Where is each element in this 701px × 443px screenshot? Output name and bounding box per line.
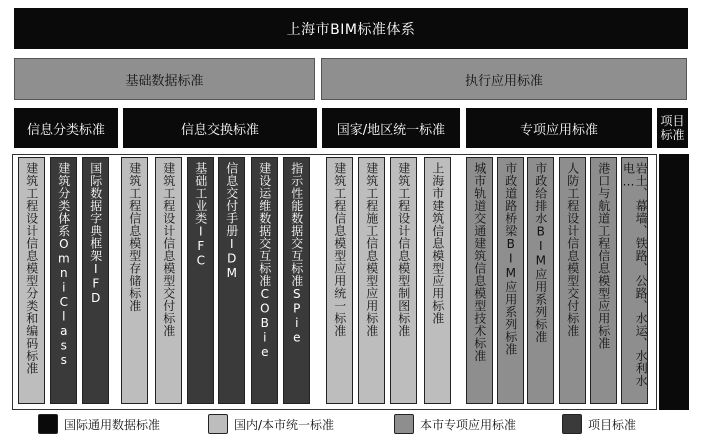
- standard-column: [18, 157, 45, 404]
- standard-column: [283, 157, 310, 404]
- standard-column-label: 上海市建筑信息模型应用标准: [430, 162, 445, 325]
- standard-column: [559, 157, 586, 404]
- standard-column-label: 建筑工程信息模型应用统一标准: [332, 162, 347, 337]
- legend-label: 本市专项应用标准: [420, 417, 517, 432]
- standard-column: [390, 157, 417, 404]
- sub-exchange: 信息交换标准: [123, 108, 317, 148]
- legend-item: [208, 412, 334, 436]
- standard-column: [326, 157, 353, 404]
- legend-label: 国际通用数据标准: [64, 417, 161, 432]
- standard-column: [497, 157, 524, 404]
- standard-column-label: 建筑工程设计信息模型制图标准: [396, 162, 411, 337]
- sub-project: 项目标准: [657, 108, 688, 148]
- standard-column: [466, 157, 493, 404]
- category-base-data: 基础数据标准: [14, 58, 315, 100]
- standard-column-label: 国际数据字典框架IFD: [88, 162, 103, 306]
- standard-column-label: 城市轨道交通建筑信息模型技术标准: [472, 162, 487, 362]
- standard-column-label: 建筑工程设计信息模型分类和编码标准: [24, 162, 39, 375]
- legend-item: [38, 412, 160, 436]
- legend-swatch: [38, 414, 58, 434]
- sub-national: 国家/地区统一标准: [322, 108, 460, 148]
- standard-column-label: 岩土、幕墙、铁路、公路、水运、水利水电…: [621, 162, 649, 387]
- standard-column-label: 信息交付手册IDM: [224, 162, 239, 281]
- category-application: 执行应用标准: [321, 58, 687, 100]
- legend-item: [562, 412, 636, 436]
- project-column-bg: [659, 154, 689, 410]
- legend-swatch: [208, 414, 228, 434]
- sub-special: 专项应用标准: [466, 108, 652, 148]
- standard-column: [187, 157, 214, 404]
- standard-column-label: 市政给排水BIM应用系列标准: [533, 162, 548, 343]
- standard-column-label: 基础工业类IFC: [193, 162, 208, 268]
- sub-classification: 信息分类标准: [14, 108, 118, 148]
- standard-column: [218, 157, 245, 404]
- standard-column-label: 建筑工程施工信息模型应用标准: [364, 162, 379, 337]
- standard-column: [155, 157, 182, 404]
- standard-column-label: 建筑分类体系OmniClass: [56, 162, 71, 368]
- standard-column: [50, 157, 77, 404]
- standard-column: [121, 157, 148, 404]
- standard-column-label: 市政道路桥梁BIM应用系列标准: [503, 162, 518, 356]
- legend-label: 项目标准: [588, 417, 637, 432]
- legend-item: [394, 412, 516, 436]
- standard-column: [621, 157, 648, 404]
- standard-column: [527, 157, 554, 404]
- standard-column-label: 建筑工程设计信息模型交付标准: [161, 162, 176, 337]
- standard-column: [590, 157, 617, 404]
- legend-swatch: [562, 414, 582, 434]
- standard-column: [82, 157, 109, 404]
- standard-column-label: 港口与航道工程信息模型应用标准: [596, 162, 611, 350]
- standard-column: [424, 157, 451, 404]
- standard-column: [358, 157, 385, 404]
- standard-column-label: 建设运维数据交互标准COBie: [257, 162, 272, 360]
- standard-column-label: 人防工程设计信息模型交付标准: [565, 162, 580, 337]
- standard-column-label: 指示性能数据交互标准SPie: [289, 162, 304, 345]
- legend-label: 国内/本市统一标准: [234, 417, 335, 432]
- legend-swatch: [394, 414, 414, 434]
- standard-column-label: 建筑工程信息模型存储标准: [127, 162, 142, 312]
- page-title: 上海市BIM标准体系: [14, 8, 688, 49]
- standard-column: [251, 157, 278, 404]
